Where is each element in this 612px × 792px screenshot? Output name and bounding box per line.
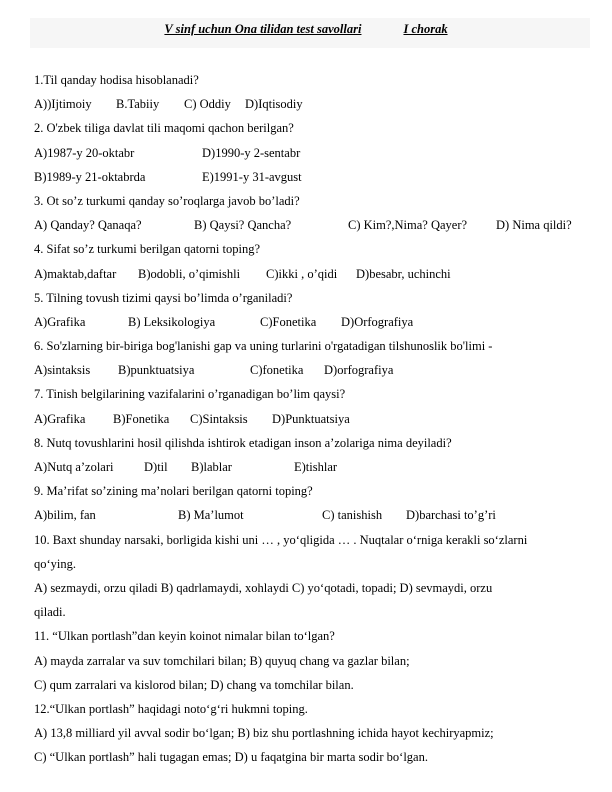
question-2: 2. O'zbek tiliga davlat tili maqomi qachon berilgan? (34, 121, 294, 136)
quarter-label: I chorak (403, 22, 448, 36)
options-11b: C) qum zarralari va kislorod bilan; D) chang va tomchilar bilan. (34, 677, 354, 692)
option: C) Kim?,Nima? Qayer? (348, 218, 468, 233)
question-6: 6. So'zlarning bir-biriga bog'lanishi gap va uning turlarini o'rgatadigan tilshunoslik bo'limi - (34, 339, 493, 354)
options-12a: A) 13,8 milliard yil avval sodir bo‘lgan; B) biz shu portlashning ichida hayot kechiryapmiz; (34, 726, 494, 741)
options-2b (34, 165, 594, 189)
option: D)til (144, 460, 168, 474)
question-list (34, 68, 594, 769)
option: A)Nutq a’zolari (34, 460, 114, 474)
option: B)punktuatsiya (118, 363, 195, 378)
options-10a: A) sezmaydi, orzu qiladi B) qadrlamaydi, xohlaydi C) yo‘qotadi, topadi; D) sevmaydi, orzu (34, 580, 493, 595)
options-7 (34, 407, 594, 431)
options-3 (34, 213, 594, 237)
options-10b: qiladi. (34, 605, 66, 620)
option: B)odobli, o’qimishli (138, 266, 241, 281)
option: B)1989-y 21-oktabrda (34, 169, 146, 184)
question-8: 8. Nutq tovushlarini hosil qilishda ishtirok etadigan inson a’zolariga nima deyiladi? (34, 435, 452, 450)
option: C) Oddiy (184, 97, 231, 112)
option: A)Grafika (34, 314, 86, 329)
question-7: 7. Tinish belgilarining vazifalarini o’rganadigan bo’lim qaysi? (34, 387, 346, 402)
question-1: 1.Til qanday hodisa hisoblanadi? (34, 73, 199, 87)
options-8 (34, 455, 594, 479)
options-6 (34, 358, 594, 382)
question-10: 10. Baxt shunday narsaki, borligida kishi uni … , yo‘qligida … . Nuqtalar o‘rniga kerakli so‘zlarni (34, 532, 528, 547)
option: C) tanishish (322, 508, 383, 523)
question-4: 4. Sifat so’z turkumi berilgan qatorni toping? (34, 242, 260, 257)
option: B)lablar (191, 460, 232, 474)
option: E)1991-y 31-avgust (202, 169, 302, 184)
option: C)Sintaksis (190, 411, 248, 426)
question-9: 9. Ma’rifat so’zining ma’nolari berilgan qatorni toping? (34, 484, 313, 499)
option: A)Grafika (34, 411, 86, 426)
option: D)orfografiya (324, 363, 394, 378)
options-11a: A) mayda zarralar va suv tomchilari bilan; B) quyuq chang va gazlar bilan; (34, 653, 410, 668)
options-12b: C) “Ulkan portlash” hali tugagan emas; D) u faqatgina bir marta sodir bo‘lgan. (34, 750, 428, 765)
option: A))Ijtimoiy (34, 97, 92, 112)
option: D)1990-y 2-sentabr (202, 145, 301, 160)
option: B)Fonetika (113, 411, 170, 426)
option: D) Nima qildi? (496, 218, 572, 233)
question-12: 12.“Ulkan portlash” haqidagi noto‘g‘ri hukmni toping. (34, 701, 308, 716)
option: C)fonetika (250, 363, 304, 378)
options-9 (34, 503, 594, 527)
option: E)tishlar (294, 460, 338, 474)
option: A)maktab,daftar (34, 266, 117, 281)
options-2a (34, 141, 594, 165)
option: A) Qanday? Qanaqa? (34, 218, 142, 233)
options-1 (34, 92, 594, 116)
option: D)Orfografiya (341, 314, 414, 329)
option: D)Iqtisodiy (245, 97, 303, 112)
option: B) Leksikologiya (128, 314, 216, 329)
question-5: 5. Tilning tovush tizimi qaysi bo’limda o’rganiladi? (34, 290, 293, 305)
page-title (0, 22, 612, 37)
option: D)Punktuatsiya (272, 411, 350, 426)
options-4 (34, 262, 594, 286)
question-10-cont: qo‘ying. (34, 556, 77, 571)
option: A)bilim, fan (34, 508, 96, 523)
options-5 (34, 310, 594, 334)
option: C)ikki , o’qidi (266, 266, 338, 281)
option: D)barchasi to’g’ri (406, 508, 496, 523)
option: B) Qaysi? Qancha? (194, 218, 292, 233)
title-text: V sinf uchun Ona tilidan test savollari (164, 22, 362, 36)
option: D)besabr, uchinchi (356, 266, 451, 281)
option: B) Ma’lumot (178, 508, 244, 523)
option: A)1987-y 20-oktabr (34, 145, 135, 160)
question-3: 3. Ot so’z turkumi qanday so’roqlarga javob bo’ladi? (34, 193, 300, 208)
option: B.Tabiiy (116, 97, 160, 112)
question-11: 11. “Ulkan portlash”dan keyin koinot nimalar bilan to‘lgan? (34, 629, 335, 644)
option: C)Fonetika (260, 314, 317, 329)
option: A)sintaksis (34, 363, 91, 378)
